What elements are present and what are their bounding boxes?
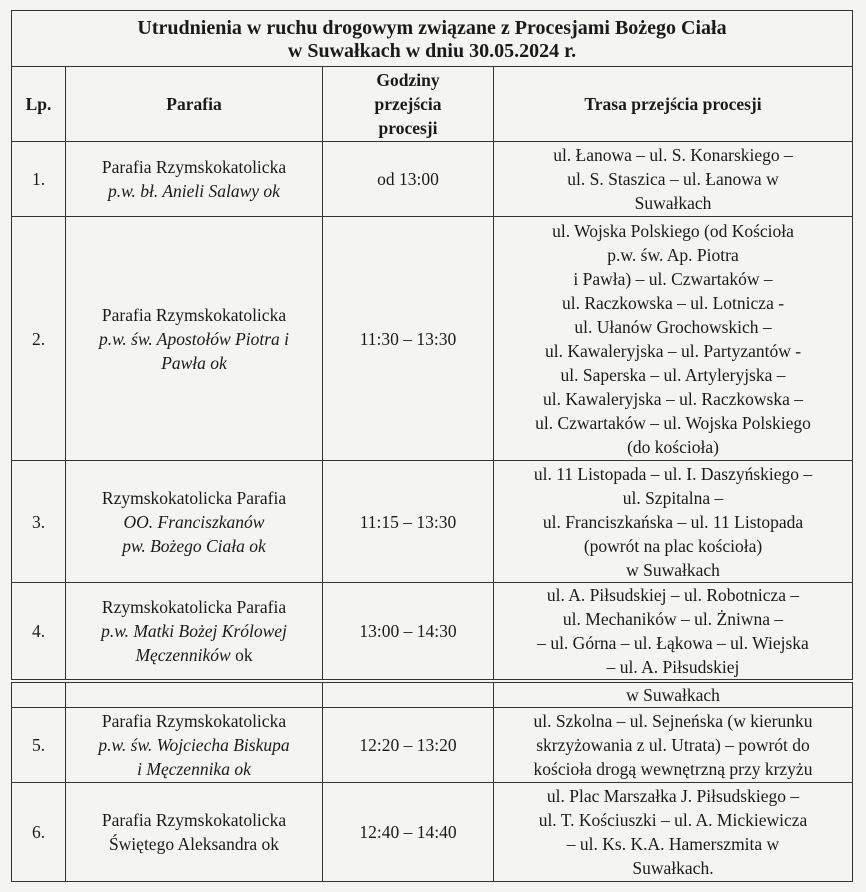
- route-line: ul. Szkolna – ul. Sejneńska (w kierunku: [533, 711, 813, 731]
- route-line: ul. Franciszkańska – ul. 11 Listopada: [542, 511, 804, 532]
- parish-line: p.w. św. Apostołów Piotra i: [98, 328, 290, 349]
- parish-line: Pawła ok: [161, 352, 227, 373]
- table-row: [12, 142, 853, 217]
- route-line: w Suwałkach: [626, 559, 720, 580]
- route-line: ul. Saperska – ul. Artyleryjska –: [560, 364, 786, 385]
- route-line: ul. Czwartaków – ul. Wojska Polskiego: [535, 412, 811, 433]
- parish-line: p.w. bł. Anieli Salawy ok: [108, 181, 280, 201]
- route-line: p.w. św. Ap. Piotra: [607, 244, 739, 265]
- table-row: [12, 783, 853, 882]
- route-line: ul. Mechaników – ul. Żniwna –: [562, 609, 784, 629]
- route-line: ul. Ułanów Grochowskich –: [574, 316, 772, 337]
- route-line: ul. Kawaleryjska – ul. Raczkowska –: [543, 388, 803, 409]
- hours-cell: 12:20 – 13:20: [323, 708, 494, 783]
- parish-cell: [66, 708, 323, 783]
- header-lp: Lp.: [12, 67, 66, 142]
- route-continuation: w Suwałkach: [494, 683, 853, 708]
- route-line: ul. T. Kościuszki – ul. A. Mickiewicza: [538, 810, 808, 830]
- continuation-row: [12, 683, 853, 708]
- route-line: ul. Kawaleryjska – ul. Partyzantów -: [544, 340, 802, 361]
- parish-cell: [66, 142, 323, 217]
- parish-cell: [66, 583, 323, 680]
- route-line: Suwałkach: [634, 193, 712, 213]
- parish-line: OO. Franciszkanów: [123, 511, 265, 532]
- route-line: ul. Łanowa – ul. S. Konarskiego –: [553, 145, 793, 165]
- route-line: ul. Raczkowska – ul. Lotnicza -: [561, 292, 785, 313]
- route-line: skrzyżowania z ul. Utrata) – powrót do: [536, 735, 810, 755]
- route-line: – ul. Ks. K.A. Hamerszmita w: [566, 834, 780, 854]
- parish-line: p.w. Matki Bożej Królowej: [101, 621, 287, 641]
- header-hours-line: procesji: [378, 118, 438, 138]
- parish-cell: [66, 217, 323, 461]
- parish-line: Świętego Aleksandra ok: [108, 834, 280, 854]
- route-line: ul. A. Piłsudskiej – ul. Robotnicza –: [546, 585, 800, 605]
- route-line: (powrót na plac kościoła): [583, 535, 763, 556]
- route-cell: [494, 217, 853, 461]
- hours-cell: 12:40 – 14:40: [323, 783, 494, 882]
- empty-cell: [66, 683, 323, 708]
- processions-table-continued: [11, 682, 853, 882]
- route-line: ul. Wojska Polskiego (od Kościoła: [552, 220, 794, 241]
- row-number: 2.: [12, 217, 66, 461]
- route-line: – ul. A. Piłsudskiej: [606, 657, 740, 677]
- header-hours: [323, 67, 494, 142]
- parish-line: [70, 643, 318, 667]
- row-number: 3.: [12, 461, 66, 583]
- title-line-2: w Suwałkach w dniu 30.05.2024 r.: [287, 39, 577, 62]
- empty-cell: [12, 683, 66, 708]
- route-line: ul. S. Staszica – ul. Łanowa w: [567, 169, 779, 189]
- parish-line: Parafia Rzymskokatolicka: [101, 304, 287, 325]
- parish-line: Parafia Rzymskokatolicka: [101, 711, 287, 731]
- header-hours-line: przejścia: [374, 94, 442, 114]
- row-number: 1.: [12, 142, 66, 217]
- route-cell: [494, 583, 853, 680]
- route-line: Suwałkach.: [632, 858, 714, 878]
- row-number: 5.: [12, 708, 66, 783]
- header-hours-line: Godziny: [376, 70, 440, 90]
- row-number: 4.: [12, 583, 66, 680]
- parish-cell: [66, 783, 323, 882]
- table-row: [12, 583, 853, 680]
- hours-cell: od 13:00: [323, 142, 494, 217]
- header-parish: Parafia: [66, 67, 323, 142]
- route-line: – ul. Górna – ul. Łąkowa – ul. Wiejska: [537, 633, 809, 653]
- parish-line: Parafia Rzymskokatolicka: [101, 810, 287, 830]
- row-number: 6.: [12, 783, 66, 882]
- parish-line: Rzymskokatolicka Parafia: [101, 597, 287, 617]
- table-row: [12, 461, 853, 583]
- parish-line: Parafia Rzymskokatolicka: [101, 157, 287, 177]
- title-row: [12, 11, 853, 67]
- table-row: [12, 217, 853, 461]
- parish-line-italic: Męczenników: [135, 645, 231, 665]
- route-line: ul. Plac Marszałka J. Piłsudskiego –: [546, 786, 800, 806]
- route-line: ul. 11 Listopada – ul. I. Daszyńskiego –: [533, 463, 813, 484]
- parish-line: i Męczennika ok: [137, 759, 251, 779]
- hours-cell: 11:15 – 13:30: [323, 461, 494, 583]
- title-line-1: Utrudnienia w ruchu drogowym związane z Procesjami Bożego Ciała: [137, 16, 727, 39]
- parish-line-suffix: ok: [230, 645, 253, 665]
- route-line: kościoła drogą wewnętrzną przy krzyżu: [533, 759, 813, 779]
- document-title: [12, 11, 853, 67]
- table-row: [12, 708, 853, 783]
- route-cell: [494, 461, 853, 583]
- hours-cell: 13:00 – 14:30: [323, 583, 494, 680]
- parish-line: Rzymskokatolicka Parafia: [101, 487, 287, 508]
- route-line: i Pawła) – ul. Czwartaków –: [573, 268, 773, 289]
- header-route: Trasa przejścia procesji: [494, 67, 853, 142]
- parish-cell: [66, 461, 323, 583]
- route-line: ul. Szpitalna –: [622, 487, 724, 508]
- parish-line: pw. Bożego Ciała ok: [122, 535, 266, 556]
- processions-table: [11, 10, 853, 680]
- hours-cell: 11:30 – 13:30: [323, 217, 494, 461]
- empty-cell: [323, 683, 494, 708]
- route-cell: [494, 783, 853, 882]
- route-cell: [494, 708, 853, 783]
- parish-line: p.w. św. Wojciecha Biskupa: [98, 735, 290, 755]
- header-row: [12, 67, 853, 142]
- route-line: (do kościoła): [627, 436, 719, 457]
- route-cell: [494, 142, 853, 217]
